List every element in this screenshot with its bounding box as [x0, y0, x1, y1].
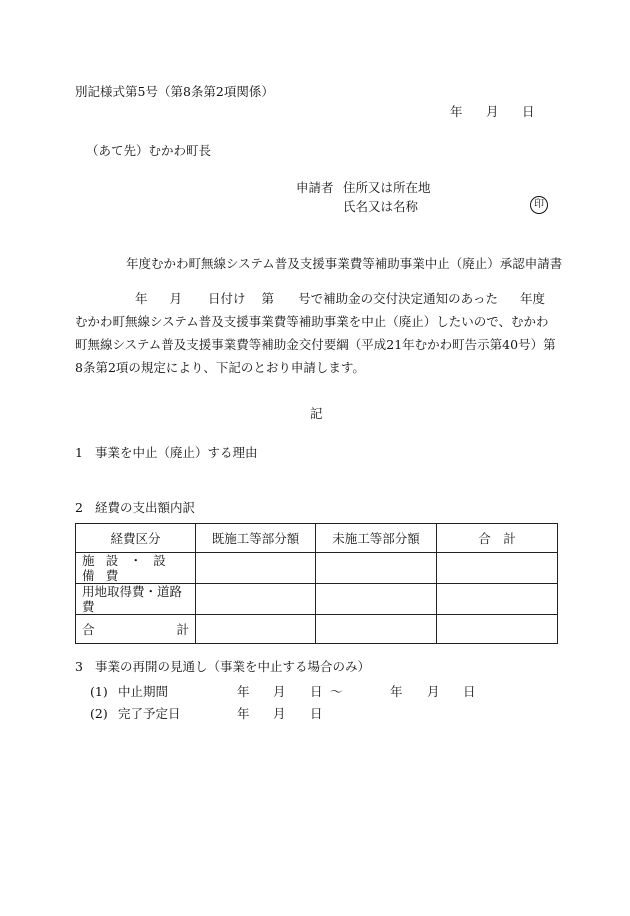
body-rest: 号で補助金の交付決定通知のあった	[298, 291, 498, 306]
table-cell[interactable]	[316, 615, 437, 644]
form-label: 別記様式第5号（第8条第2項関係）	[75, 84, 274, 99]
item-number: (1)	[90, 684, 108, 699]
seal-mark: 印	[530, 196, 548, 214]
item-label: 中止期間	[118, 684, 169, 699]
address-label: 住所又は所在地	[343, 180, 431, 195]
table-cell[interactable]	[196, 584, 316, 615]
expense-table	[75, 523, 558, 644]
body-day-ref: 日付け	[208, 291, 246, 306]
section-3-title: 事業の再開の見通し（事業を中止する場合のみ）	[95, 659, 371, 674]
date-month: 月	[486, 104, 499, 119]
document-title: 年度むかわ町無線システム普及支援事業費等補助事業中止（廃止）承認申請書	[126, 256, 563, 271]
table-cell[interactable]	[437, 615, 558, 644]
body-fiscal: 年度むかわ町無線システム普及支援事業費等補助事業を中止（廃止）したいので、むかわ町無線システム普及支援事業費等補助金交付要綱（平成21年むかわ町告示第40号）第8条第2項の規定により、下記のとおり申請します。	[75, 291, 556, 375]
date-day: 日	[522, 104, 535, 119]
end-month: 月	[427, 684, 440, 699]
table-cell[interactable]	[196, 553, 316, 584]
section-2-title: 経費の支出額内訳	[95, 500, 196, 515]
table-cell[interactable]	[437, 553, 558, 584]
table-row	[76, 615, 558, 644]
table-cell[interactable]	[437, 584, 558, 615]
table-row	[76, 584, 558, 615]
section-2-number: 2	[75, 500, 83, 515]
tilde: ～	[330, 684, 343, 699]
completion-month: 月	[273, 706, 286, 721]
body-paragraph	[75, 287, 557, 379]
completion-day: 日	[310, 706, 323, 721]
row-label: 施設・設備費	[76, 553, 196, 584]
table-cell[interactable]	[316, 584, 437, 615]
header-uncompleted: 未施工等部分額	[316, 524, 437, 553]
row-label: 合計	[76, 615, 196, 644]
header-completed: 既施工等部分額	[196, 524, 316, 553]
start-month: 月	[273, 684, 286, 699]
start-day: 日	[310, 684, 323, 699]
body-number-prefix: 第	[261, 291, 275, 306]
header-category: 経費区分	[76, 524, 196, 553]
item-label: 完了予定日	[118, 706, 181, 721]
applicant-role: 申請者	[296, 180, 334, 195]
completion-year: 年	[237, 706, 250, 721]
date-year: 年	[450, 104, 463, 119]
body-month: 月	[169, 291, 183, 306]
name-label: 氏名又は名称	[343, 199, 419, 214]
item-number: (2)	[90, 706, 108, 721]
table-header-row	[76, 524, 558, 553]
section-3-number: 3	[75, 659, 83, 674]
ki-heading: 記	[310, 406, 323, 421]
section-1-number: 1	[75, 445, 83, 460]
addressee: （あて先）むかわ町長	[86, 143, 212, 158]
table-cell[interactable]	[316, 553, 437, 584]
body-year: 年	[135, 291, 148, 306]
row-label: 用地取得費・道路費	[76, 584, 196, 615]
end-year: 年	[390, 684, 403, 699]
header-total: 合 計	[437, 524, 558, 553]
table-cell[interactable]	[196, 615, 316, 644]
section-1-title: 事業を中止（廃止）する理由	[95, 445, 258, 460]
end-day: 日	[463, 684, 476, 699]
table-row	[76, 553, 558, 584]
start-year: 年	[237, 684, 250, 699]
